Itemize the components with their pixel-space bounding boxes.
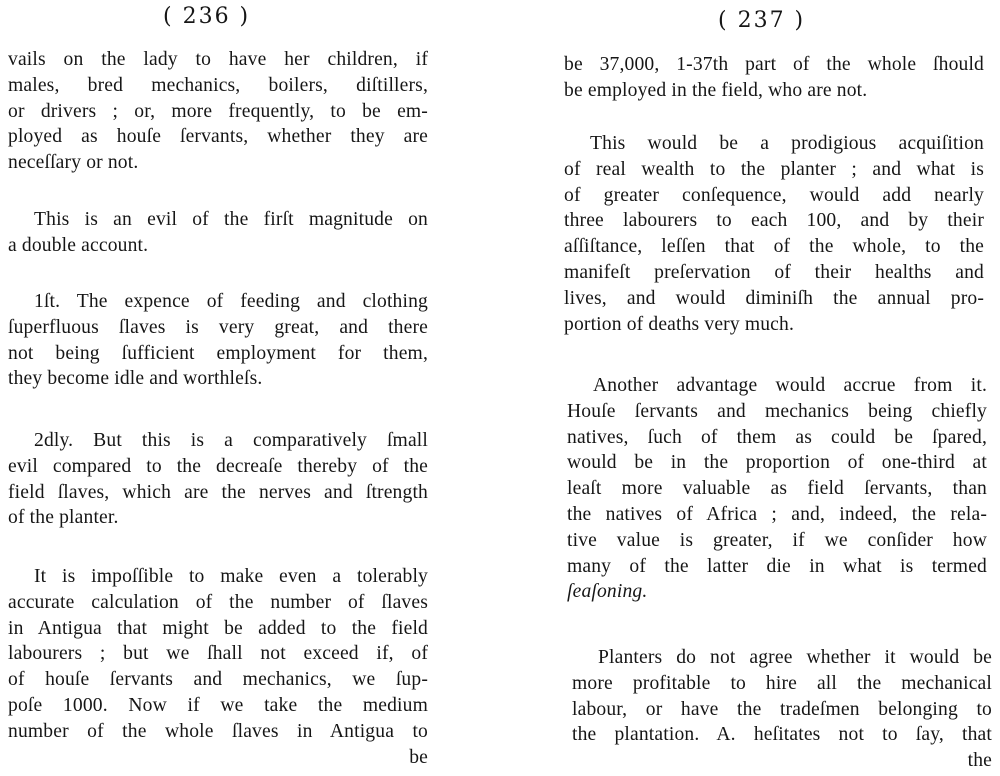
text-line: not being ſufficient employment for them, xyxy=(8,342,428,364)
text-line: ployed as houſe ſervants, whether they are xyxy=(8,126,428,148)
paragraph xyxy=(567,373,987,605)
text-line: ſeaſoning. xyxy=(567,581,648,603)
text-line: manifeſt preſervation of their healths and xyxy=(564,261,984,283)
text-line: evil compared to the decreaſe thereby of the xyxy=(8,455,428,477)
text-line: or drivers ; or, more frequently, to be em- xyxy=(8,100,428,122)
text-line: the plantation. A. heſitates not to ſay, that xyxy=(572,724,992,746)
text-line: they become idle and worthleſs. xyxy=(8,368,263,390)
text-line: of houſe ſervants and mechanics, we ſup- xyxy=(8,669,428,691)
text-line: tive value is greater, if we conſider how xyxy=(567,529,987,551)
catchword: be xyxy=(409,746,428,768)
paragraph xyxy=(564,52,984,104)
text-line: a double account. xyxy=(8,234,149,256)
text-line: natives, ſuch of them as could be ſpared, xyxy=(567,426,987,448)
right-page xyxy=(500,0,1000,776)
paragraph xyxy=(8,564,428,770)
text-line: accurate calculation of the number of ſlaves xyxy=(8,591,428,613)
paragraph xyxy=(8,207,428,259)
text-line: neceſſary or not. xyxy=(8,152,139,174)
text-line: ſuperfluous ſlaves is very great, and there xyxy=(8,316,428,338)
paragraph xyxy=(564,131,984,337)
paragraph xyxy=(8,289,428,392)
text-line: males, bred mechanics, boilers, diſtillers, xyxy=(8,74,428,96)
text-line: many of the latter die in what is termed xyxy=(567,555,987,577)
text-line: 2dly. But this is a comparatively ſmall xyxy=(34,430,428,451)
text-line: Houſe ſervants and mechanics being chiefly xyxy=(567,400,987,422)
page-number: ( 237 ) xyxy=(718,8,806,33)
text-line: poſe 1000. Now if we take the medium xyxy=(8,694,428,716)
text-line: labourers ; but we ſhall not exceed if, of xyxy=(8,643,428,665)
text-line: It is impoſſible to make even a tolerably xyxy=(34,566,428,587)
text-line: in Antigua that might be added to the field xyxy=(8,617,428,639)
text-line: of real wealth to the planter ; and what is xyxy=(564,158,984,180)
text-line: field ſlaves, which are the nerves and ſtrength xyxy=(8,481,428,503)
text-line: be employed in the field, who are not. xyxy=(564,79,868,101)
text-line: Planters do not agree whether it would be xyxy=(598,647,992,668)
text-line: 1ſt. The expence of feeding and clothing xyxy=(34,291,428,312)
text-line: aſſiſtance, leſſen that of the whole, to the xyxy=(564,236,984,258)
text-line: three labourers to each 100, and by their xyxy=(564,210,984,232)
text-line: vails on the lady to have her children, if xyxy=(8,49,428,70)
text-line: would be in the proportion of one-third at xyxy=(567,452,987,474)
text-line: lives, and would diminiſh the annual pro- xyxy=(564,287,984,309)
text-line: of the planter. xyxy=(8,507,119,529)
text-line: This is an evil of the firſt magnitude on xyxy=(34,209,428,230)
text-line: be 37,000, 1-37th part of the whole ſhould xyxy=(564,54,984,75)
text-line: Another advantage would accrue from it. xyxy=(593,375,987,396)
paragraph xyxy=(8,428,428,531)
text-line: portion of deaths very much. xyxy=(564,313,795,335)
paragraph xyxy=(8,47,428,176)
text-line: of greater conſequence, would add nearly xyxy=(564,184,984,206)
text-line: more profitable to hire all the mechanical xyxy=(572,672,992,694)
page-number: ( 236 ) xyxy=(163,4,251,29)
text-line: leaſt more valuable as field ſervants, than xyxy=(567,478,987,500)
text-line: the natives of Africa ; and, indeed, the rela- xyxy=(567,503,987,525)
text-line: labour, or have the tradeſmen belonging to xyxy=(572,698,992,720)
text-line: This would be a prodigious acquiſition xyxy=(590,133,984,154)
paragraph xyxy=(572,645,992,774)
text-line: number of the whole ſlaves in Antigua to xyxy=(8,720,428,742)
catchword: the xyxy=(967,750,992,772)
